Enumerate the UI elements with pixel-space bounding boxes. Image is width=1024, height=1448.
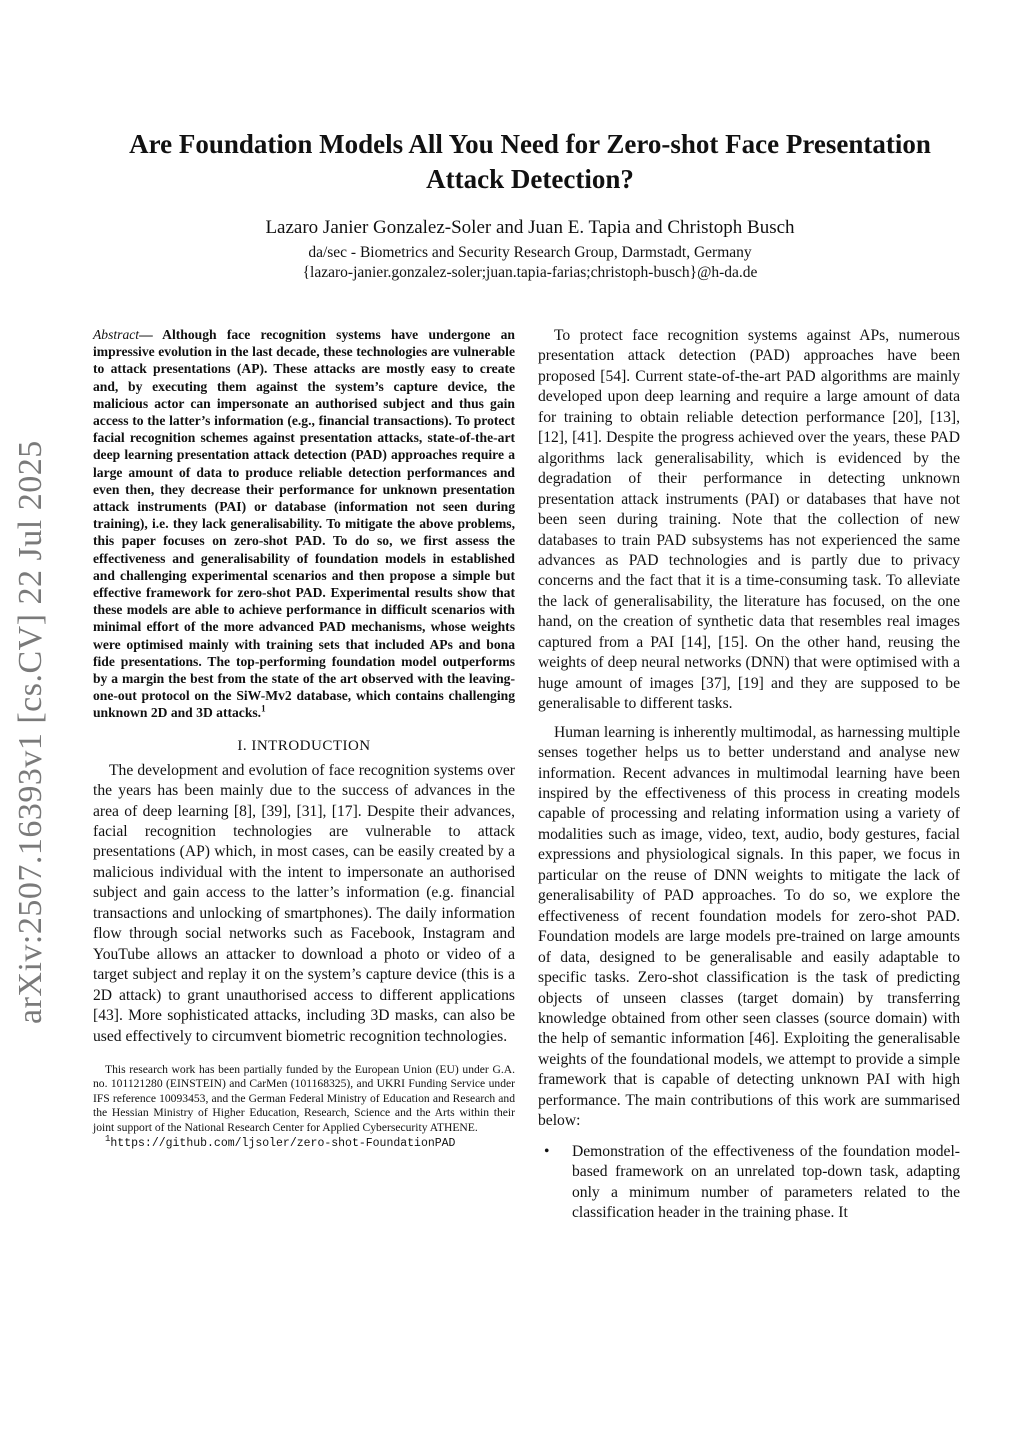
right-paragraph-1: To protect face recognition systems against APs, numerous presentation attack detection (PAD) approaches have been proposed [54]. Current state-of-the-art PAD algorithms are mainly developed upon deep learning and require a large amount of data for training to obtain reliable detection performance [20], [13], [12], [41]. Despite the progress achieved over the years, these PAD algorithms lack generalisability, which is evidenced by the degradation of their performance in detecting unknown presentation attack instruments (PAI) or databases that have not been seen during training. Note that the collection of new databases to train PAD subsystems has not experienced the same advances as PAD technologies and is partly due to privacy concerns and the fact that it is a time-consuming task. To alleviate the lack of generalisability, the literature has focused, on the one hand, on the creation of synthetic data that resembles real images captured from a PAI [14], [15]. On the other hand, reusing the weights of deep neural networks (DNN) that were optimised with a huge amount of images [37], [19] and they are supposed to be generalisable to different tasks. bbox=[538, 327, 960, 713]
right-paragraph-2: Human learning is inherently multimodal, as harnessing multiple senses together helps us to better understand and analyse new information. Recent advances in multimodal learning have been inspired by the effectiveness of this process in creating models capable of processing and relating information using a variety of modalities such as image, video, text, audio, body gestures, facial expressions and physiological signals. In this paper, we focus in particular on the reuse of DNN weights to mitigate the lack of generalisability of PAD approaches. To do so, we explore the effectiveness of recent foundation models for zero-shot PAD. Foundation models are large models pre-trained on large amounts of data, designed to be generalisable and easily adaptable to specific tasks. Zero-shot classification is the task of predicting objects of unseen classes (target domain) by transferring knowledge obtained from other seen classes (source domain) with the help of semantic information [46]. Exploiting the generalisable weights of the foundational models, we attempt to provide a simple framework that is capable of detecting unknown PAI with high performance. The main contributions of this work are summarised below: bbox=[538, 723, 960, 1130]
abstract-label: Abstract bbox=[93, 327, 140, 342]
url-footnote-mark: 1 bbox=[105, 1134, 111, 1145]
author-emails: {lazaro-janier.gonzalez-soler;juan.tapia-farias;christoph-busch}@h-da.de bbox=[302, 264, 758, 281]
abstract bbox=[93, 326, 515, 722]
arxiv-identifier: arXiv:2507.16393v1 [cs.CV] 22 Jul 2025 bbox=[12, 440, 49, 1024]
author-list: Lazaro Janier Gonzalez-Soler and Juan E. Tapia and Christoph Busch bbox=[265, 217, 795, 238]
abstract-footnote-mark: 1 bbox=[261, 703, 266, 714]
abstract-text: — Although face recognition systems have undergone an impressive evolution in the last decade, these technologies are vulnerable to attack presentations (AP). These attacks are mostly easy to create and, by executing them against the system’s capture device, the malicious actor can impersonate an authorised subject and thus gain access to the latter’s information (e.g., financial transactions). To protect facial recognition schemes against presentation attacks, state-of-the-art deep learning presentation attack detection (PAD) approaches require a large amount of data to produce reliable detection performances and even then, they decrease their performance for unknown presentation attack instruments (PAI) or database (information not seen during training), i.e. they lack generalisability. To mitigate the above problems, this paper focuses on zero-shot PAD. To do so, we first assess the effectiveness and generalisability of foundation models in established and challenging experimental scenarios and then propose a simple but effective framework for zero-shot PAD. Experimental results show that these models are able to achieve performance in difficult scenarios with minimal effort of the more advanced PAD mechanisms, whose weights were optimised mainly with training sets that included APs and bona fide presentations. The top-performing foundation model outperforms by a margin the best from the state of the art observed with the leaving-one-out protocol on the SiW-Mv2 database, which contains challenging unknown 2D and 3D attacks. bbox=[93, 327, 515, 721]
list-item bbox=[538, 1142, 960, 1224]
footnotes bbox=[93, 1063, 515, 1151]
bullet-icon: • bbox=[544, 1142, 550, 1160]
url-footnote bbox=[105, 1134, 515, 1151]
paper-title: Are Foundation Models All You Need for Zero-shot Face Presentation Attack Detection? bbox=[129, 129, 931, 194]
left-column bbox=[93, 326, 515, 1151]
right-column bbox=[538, 326, 960, 1223]
funding-footnote: This research work has been partially funded by the European Union (EU) under G.A. no. 101121280 (EINSTEIN) and CarMen (101168325), and UKRI Funding Service under IFS reference 10093453, and the German Federal Ministry of Education and Research and the Hessian Ministry of Higher Education, Research, Science and the Arts within their joint support of the National Research Center for Applied Cybersecurity ATHENE. bbox=[93, 1063, 515, 1134]
url-footnote-link[interactable]: https://github.com/ljsoler/zero-shot-FoundationPAD bbox=[110, 1137, 456, 1151]
contribution-1: Demonstration of the effectiveness of the foundation model-based framework on an unrelated top-down task, adapting only a minimum number of parameters related to the classification header in the training phase. It bbox=[572, 1142, 960, 1222]
contributions-list bbox=[538, 1142, 960, 1224]
section-heading-introduction: I. INTRODUCTION bbox=[237, 737, 371, 754]
affiliation-block bbox=[90, 243, 970, 283]
affiliation: da/sec - Biometrics and Security Research Group, Darmstadt, Germany bbox=[308, 244, 752, 261]
intro-paragraph-1: The development and evolution of face recognition systems over the years has been mainly due to the success of advances in the area of deep learning [8], [39], [31], [17]. Despite their advances, facial recognition technologies are vulnerable to attack presentations (AP) which, in most cases, can be easily created by a malicious individual with the intent to impersonate an authorised subject and gain access to the latter’s information (e.g. financial transactions and unlocking of smartphones). The daily information flow through social networks such as Facebook, Instagram and YouTube allows an attacker to download a photo or video of a target subject and replay it on the system’s capture device (this is a 2D attack) to grant unauthorised access to different applications [43]. More sophisticated attacks, including 3D masks, can also be used effectively to circumvent biometric recognition technologies. bbox=[93, 761, 515, 1045]
